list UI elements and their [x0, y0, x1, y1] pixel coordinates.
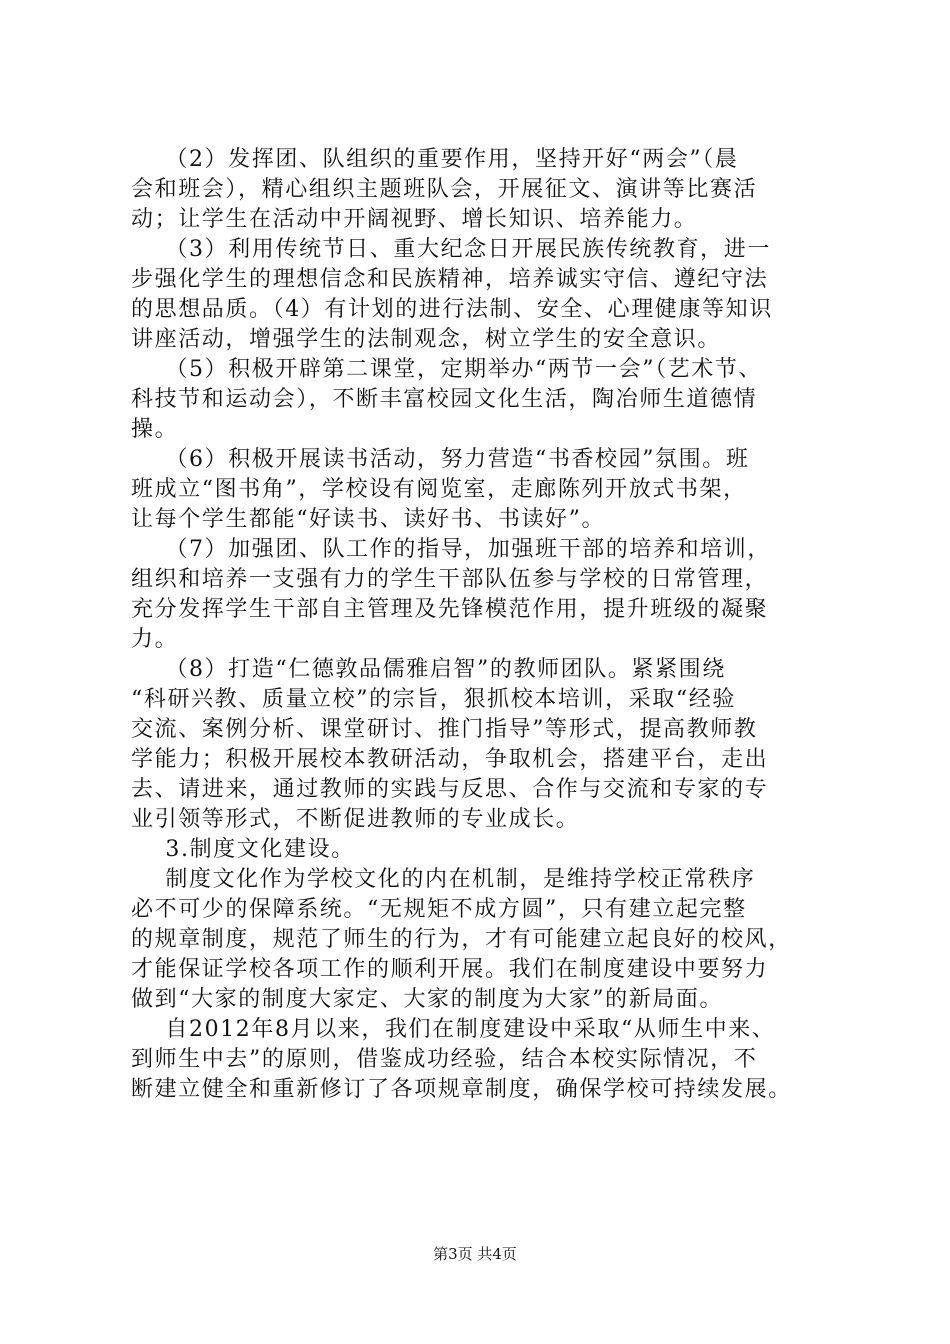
text-line: 业引领等形式，不断促进教师的专业成长。 — [131, 807, 580, 832]
text-line: 充分发挥学生干部自主管理及先锋模范作用，提升班级的凝聚 — [131, 597, 769, 622]
text-line: （8）打造“仁德敦品儒雅启智”的教师团队。紧紧围绕 — [131, 657, 726, 682]
text-line: 自2012年8月以来，我们在制度建设中采取“从师生中来、 — [131, 1017, 776, 1042]
text-line: 让每个学生都能“好读书、读好书、书读好”。 — [131, 507, 606, 532]
text-line: 制度文化作为学校文化的内在机制，是维持学校正常秩序 — [131, 867, 756, 892]
text-line: 班成立“图书角”，学校设有阅览室，走廊陈列开放式书架， — [131, 477, 747, 502]
text-line: 去、请进来，通过教师的实践与反思、合作与交流和专家的专 — [131, 777, 769, 802]
text-line: 做到“大家的制度大家定、大家的制度为大家”的新局面。 — [131, 987, 724, 1012]
text-line: 的规章制度，规范了师生的行为，才有可能建立起良好的校风， — [131, 927, 792, 952]
text-line: 操。 — [131, 417, 179, 442]
text-line: “科研兴教、质量立校”的宗旨，狠抓校本培训，采取“经验 — [131, 687, 736, 712]
text-line: 断建立健全和重新修订了各项规章制度，确保学校可持续发展。 — [131, 1077, 792, 1102]
text-line: 组织和培养一支强有力的学生干部队伍参与学校的日常管理， — [131, 567, 769, 592]
text-line: 讲座活动，增强学生的法制观念，树立学生的安全意识。 — [131, 327, 722, 352]
text-line: 必不可少的保障系统。“无规矩不成方圆”，只有建立起完整 — [131, 897, 747, 922]
text-line: 科技节和运动会），不断丰富校园文化生活，陶冶师生道德情 — [131, 387, 758, 412]
text-line: 的思想品质。（4）有计划的进行法制、安全、心理健康等知识 — [131, 297, 773, 322]
text-line: （2）发挥团、队组织的重要作用，坚持开好“两会”（晨 — [131, 147, 739, 172]
text-line: 才能保证学校各项工作的顺利开展。我们在制度建设中要努力 — [131, 957, 769, 982]
text-line: （3）利用传统节日、重大纪念日开展民族传统教育，进一 — [131, 237, 771, 262]
text-line: （7）加强团、队工作的指导，加强班干部的培养和培训， — [131, 537, 771, 562]
document-body — [131, 145, 837, 1105]
text-line: （6）积极开展读书活动，努力营造“书香校园”氛围。班 — [131, 447, 750, 472]
text-line: 步强化学生的理想信念和民族精神，培养诚实守信、遵纪守法 — [131, 267, 769, 292]
text-line: 会和班会），精心组织主题班队会，开展征文、演讲等比赛活 — [131, 177, 758, 202]
text-line: 动；让学生在活动中开阔视野、增长知识、培养能力。 — [131, 207, 698, 232]
text-line: 到师生中去”的原则，借鉴成功经验，结合本校实际情况，不 — [131, 1047, 758, 1072]
text-line: （5）积极开辟第二课堂，定期举办“两节一会”（艺术节、 — [131, 357, 763, 382]
text-line: 学能力；积极开展校本教研活动，争取机会，搭建平台，走出 — [131, 747, 769, 772]
text-line: 3.制度文化建设。 — [131, 837, 355, 862]
text-line: 交流、案例分析、课堂研讨、推门指导”等形式，提高教师教 — [131, 717, 758, 742]
text-line: 力。 — [131, 627, 179, 652]
page-footer: 第3页 共4页 — [433, 1245, 517, 1263]
